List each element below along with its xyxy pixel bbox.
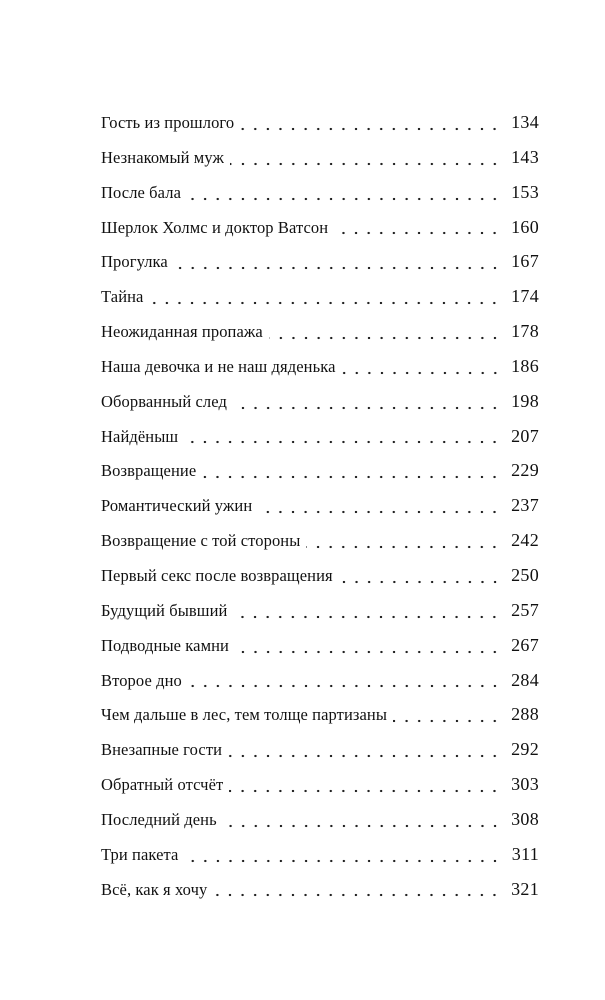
toc-entry-title: После бала: [101, 182, 182, 202]
dot-leader: [184, 847, 501, 863]
dot-leader: [334, 219, 501, 235]
toc-entry-page: 198: [511, 390, 539, 411]
toc-entry: [101, 872, 539, 907]
toc-entry-title: Обратный отсчёт: [101, 775, 224, 795]
dot-leader: [258, 498, 501, 514]
toc-entry-page: 178: [511, 321, 539, 342]
toc-entry-title: Первый секс после возвращения: [101, 565, 333, 585]
toc-entry: [101, 175, 539, 210]
dot-leader: [188, 672, 501, 688]
dot-leader: [202, 463, 501, 479]
toc-entry-page: 292: [511, 739, 539, 760]
toc-entry: [101, 419, 539, 454]
dot-leader: [230, 150, 501, 166]
toc-entry-title: Гость из прошлого: [101, 113, 235, 132]
toc-entry-page: 229: [511, 460, 539, 481]
toc-entry-title: Возвращение с той стороны: [101, 531, 301, 551]
toc-entry: [101, 558, 539, 593]
dot-leader: [228, 742, 501, 758]
toc-entry-page: 167: [511, 251, 539, 272]
toc-entry-page: 134: [511, 112, 539, 132]
toc-entry: [101, 663, 539, 698]
dot-leader: [240, 115, 501, 131]
toc-entry: [101, 244, 539, 279]
toc-entry: [101, 453, 539, 488]
dot-leader: [187, 185, 501, 201]
toc-entry: [101, 314, 539, 349]
toc-entry: [101, 523, 539, 558]
toc-entry-page: 174: [511, 286, 539, 307]
toc-entry-page: 242: [511, 530, 539, 551]
toc-entry-page: 186: [511, 355, 539, 376]
toc-entry-title: Последний день: [101, 809, 217, 829]
toc-entry-title: Подводные камни: [101, 635, 229, 655]
toc-entry: [101, 802, 539, 837]
toc-entry-title: Найдёныш: [101, 426, 179, 446]
toc-entry-title: Оборванный след: [101, 391, 227, 411]
toc-entry-title: Второе дно: [101, 670, 182, 690]
dot-leader: [213, 881, 501, 897]
toc-entry-page: 207: [511, 425, 539, 446]
toc-entry-page: 288: [511, 704, 539, 725]
toc-entry: [101, 105, 539, 140]
toc-entry: [101, 488, 539, 523]
dot-leader: [223, 812, 501, 828]
dot-leader: [229, 777, 501, 793]
dot-leader: [393, 707, 501, 723]
toc-entry-title: Тайна: [101, 287, 144, 307]
toc-entry-page: 143: [511, 146, 539, 167]
toc-entry-page: 308: [511, 808, 539, 829]
toc-entry: [101, 210, 539, 245]
toc-entry-page: 153: [511, 181, 539, 202]
toc-entry-title: Чем дальше в лес, тем толще партизаны: [101, 705, 388, 725]
toc-entry: [101, 349, 539, 384]
toc-entry: [101, 593, 539, 628]
toc-entry-title: Внезапные гости: [101, 740, 223, 760]
toc-entry-page: 284: [511, 669, 539, 690]
toc-entry-title: Шерлок Холмс и доктор Ватсон: [101, 217, 329, 237]
toc-entry-page: 250: [511, 564, 539, 585]
toc-entry: [101, 732, 539, 767]
toc-entry-page: 311: [511, 843, 539, 864]
dot-leader: [233, 603, 501, 619]
toc-entry-page: 257: [511, 599, 539, 620]
toc-entry: [101, 697, 539, 732]
dot-leader: [235, 638, 501, 654]
table-of-contents: [101, 105, 539, 906]
dot-leader: [233, 394, 501, 410]
toc-entry-page: 267: [511, 634, 539, 655]
dot-leader: [339, 568, 501, 584]
toc-entry: [101, 837, 539, 872]
toc-entry-title: Всё, как я хочу: [101, 879, 208, 899]
toc-entry-page: 160: [511, 216, 539, 237]
dot-leader: [269, 324, 501, 340]
toc-entry-page: 237: [511, 495, 539, 516]
dot-leader: [174, 254, 501, 270]
toc-entry-title: Три пакета: [101, 844, 179, 864]
toc-entry: [101, 767, 539, 802]
dot-leader: [149, 289, 501, 305]
toc-entry-title: Неожиданная пропажа: [101, 322, 263, 342]
toc-entry-title: Наша девочка и не наш дяденька: [101, 356, 336, 376]
toc-entry-title: Возвращение: [101, 461, 197, 481]
toc-entry: [101, 384, 539, 419]
toc-entry-title: Прогулка: [101, 252, 168, 272]
toc-entry-title: Незнакомый муж: [101, 147, 224, 167]
toc-entry: [101, 628, 539, 663]
toc-entry-page: 303: [511, 774, 539, 795]
toc-entry-page: 321: [511, 878, 539, 899]
dot-leader: [306, 533, 501, 549]
toc-entry-title: Романтический ужин: [101, 496, 253, 516]
toc-entry-title: Будущий бывший: [101, 600, 228, 620]
toc-entry: [101, 279, 539, 314]
dot-leader: [184, 428, 501, 444]
toc-entry: [101, 140, 539, 175]
dot-leader: [342, 359, 502, 375]
